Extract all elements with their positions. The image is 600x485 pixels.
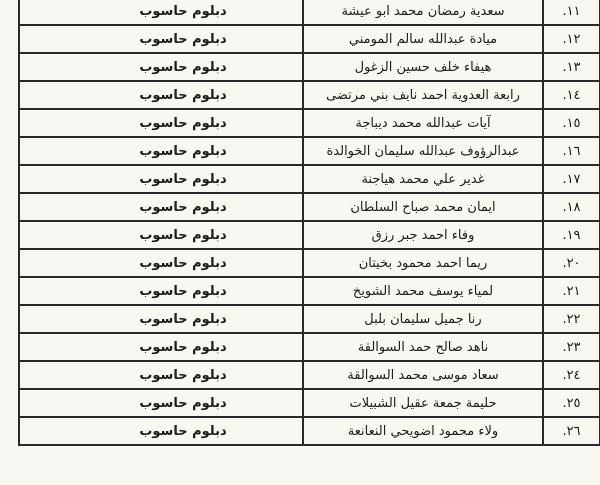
qualification-text: دبلوم حاسوب: [139, 87, 227, 103]
table-row: [19, 109, 600, 137]
qualification-text: دبلوم حاسوب: [139, 311, 227, 327]
person-name: رنا جميل سليمان بلبل: [303, 305, 543, 333]
row-number: ١٨.: [543, 193, 600, 221]
table-row: [19, 361, 600, 389]
qualification-cell: [19, 193, 303, 221]
qualification-text: دبلوم حاسوب: [139, 395, 227, 411]
qualification-cell: [19, 109, 303, 137]
qualification-text: دبلوم حاسوب: [139, 199, 227, 215]
row-number: ٢٥.: [543, 389, 600, 417]
table-row: [19, 305, 600, 333]
qualification-cell: [19, 361, 303, 389]
row-number: ١١.: [543, 0, 600, 25]
qualification-text: دبلوم حاسوب: [139, 255, 227, 271]
person-name: هيفاء خلف حسين الزغول: [303, 53, 543, 81]
person-name: لمياء يوسف محمد الشويخ: [303, 277, 543, 305]
qualification-text: دبلوم حاسوب: [139, 227, 227, 243]
row-number: ١٥.: [543, 109, 600, 137]
person-name: ريما احمد محمود بخيتان: [303, 249, 543, 277]
qualification-text: دبلوم حاسوب: [139, 171, 227, 187]
qualification-cell: [19, 277, 303, 305]
names-table: [18, 0, 600, 446]
qualification-text: دبلوم حاسوب: [139, 31, 227, 47]
table-row: [19, 221, 600, 249]
row-number: ٢٦.: [543, 417, 600, 445]
person-name: سعدية رمضان محمد ابو عيشة: [303, 0, 543, 25]
table-row: [19, 193, 600, 221]
row-number: ٢٣.: [543, 333, 600, 361]
table-row: [19, 389, 600, 417]
person-name: سعاد موسى محمد السوالقة: [303, 361, 543, 389]
table-row: [19, 333, 600, 361]
qualification-cell: [19, 249, 303, 277]
qualification-text: دبلوم حاسوب: [139, 143, 227, 159]
qualification-cell: [19, 137, 303, 165]
row-number: ٢٠.: [543, 249, 600, 277]
table-row: [19, 81, 600, 109]
qualification-text: دبلوم حاسوب: [139, 115, 227, 131]
table-row: [19, 277, 600, 305]
person-name: ولاء محمود اضويحي النعانعة: [303, 417, 543, 445]
person-name: رابعة العدوية احمد نايف بني مرتضى: [303, 81, 543, 109]
person-name: ميادة عبدالله سالم المومني: [303, 25, 543, 53]
person-name: حليمة جمعة عقيل الشبيلات: [303, 389, 543, 417]
person-name: غدير علي محمد هياجنة: [303, 165, 543, 193]
person-name: وفاء احمد جبر رزق: [303, 221, 543, 249]
table-row: [19, 249, 600, 277]
person-name: ناهد صالح حمد السوالقة: [303, 333, 543, 361]
row-number: ١٤.: [543, 81, 600, 109]
row-number: ٢١.: [543, 277, 600, 305]
table-row: [19, 165, 600, 193]
qualification-text: دبلوم حاسوب: [139, 283, 227, 299]
table-row: [19, 0, 600, 25]
table-row: [19, 137, 600, 165]
table-body: [19, 0, 600, 445]
row-number: ١٢.: [543, 25, 600, 53]
row-number: ١٦.: [543, 137, 600, 165]
qualification-cell: [19, 417, 303, 445]
qualification-cell: [19, 333, 303, 361]
person-name: آيات عبدالله محمد ديباجة: [303, 109, 543, 137]
qualification-text: دبلوم حاسوب: [139, 3, 227, 19]
qualification-cell: [19, 389, 303, 417]
person-name: ايمان محمد صباح السلطان: [303, 193, 543, 221]
qualification-cell: [19, 221, 303, 249]
qualification-cell: [19, 165, 303, 193]
row-number: ١٧.: [543, 165, 600, 193]
row-number: ٢٢.: [543, 305, 600, 333]
table-row: [19, 25, 600, 53]
qualification-text: دبلوم حاسوب: [139, 367, 227, 383]
person-name: عبدالرؤوف عبدالله سليمان الخوالدة: [303, 137, 543, 165]
table-row: [19, 417, 600, 445]
qualification-cell: [19, 81, 303, 109]
qualification-text: دبلوم حاسوب: [139, 59, 227, 75]
row-number: ١٩.: [543, 221, 600, 249]
qualification-text: دبلوم حاسوب: [139, 339, 227, 355]
qualification-cell: [19, 53, 303, 81]
qualification-cell: [19, 0, 303, 25]
row-number: ٢٤.: [543, 361, 600, 389]
row-number: ١٣.: [543, 53, 600, 81]
qualification-cell: [19, 25, 303, 53]
qualification-cell: [19, 305, 303, 333]
table-row: [19, 53, 600, 81]
qualification-text: دبلوم حاسوب: [139, 423, 227, 439]
